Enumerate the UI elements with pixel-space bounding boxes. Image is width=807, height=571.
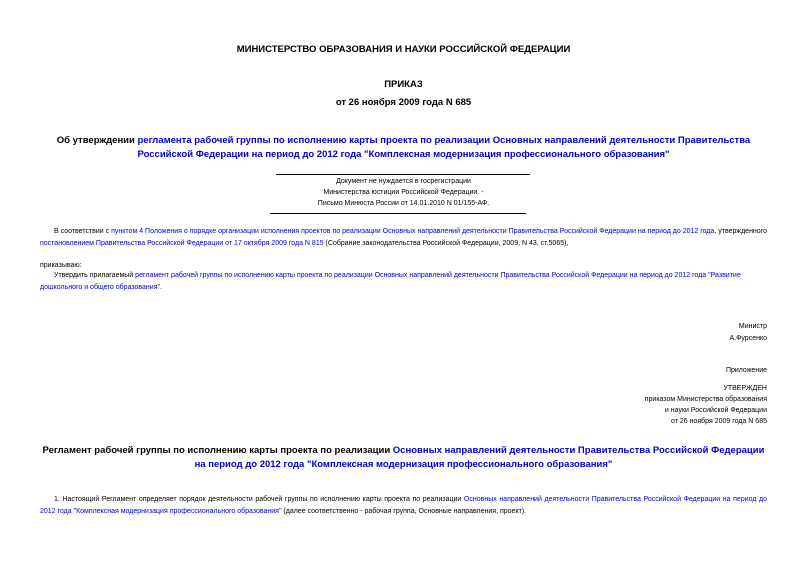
- positioning-clause-link[interactable]: пунктом 4 Положения о порядке организации исполнения проектов по реализации Основных направлений деятельности Правительства Российской Федерации на период до 2012 года: [111, 228, 715, 235]
- main-directions-link[interactable]: Основных направлений деятельности Правительства Российской Федерации на период до 2012 года "Комплексная модернизация профессионального образования": [194, 445, 765, 470]
- registration-note-line-3: Письмо Минюста России от 14.01.2010 N 01/155-АФ.: [317, 200, 490, 207]
- approved-line-1: приказом Министерства образования: [644, 396, 767, 403]
- divider-top: [276, 174, 530, 175]
- approved-line-2: и науки Российской Федерации: [664, 407, 767, 414]
- clause-1-main-directions-link[interactable]: Основных направлений деятельности Правительства Российской Федерации на период до 2012 года "Комплексная модернизация профессионального образования": [40, 496, 767, 515]
- regulation-link[interactable]: регламента рабочей группы по исполнению карты проекта по реализации Основных направлений деятельности Правительства Российской Федерации на период до 2012 года "Комплексная модернизация профессионального образования": [137, 135, 751, 160]
- order-paragraph: Утвердить прилагаемый регламент рабочей группы по исполнению карты проекта по реализации Основных направлений деятельности Правительства Российской Федерации на период до 2012 года "Развитие дошкольного и общего образования".: [40, 272, 741, 291]
- order-title-prefix: Об утверждении: [56, 135, 138, 146]
- registration-note-line-1: Документ не нуждается в госрегистрации: [336, 178, 471, 185]
- ministry-heading: МИНИСТЕРСТВО ОБРАЗОВАНИЯ И НАУКИ РОССИЙСКОЙ ФЕДЕРАЦИИ: [236, 44, 571, 55]
- appendix-label: Приложение: [725, 367, 767, 374]
- regulation-title: Регламент рабочей группы по исполнению карты проекта по реализации Основных направлений деятельности Правительства Российской Федерации на период до 2012 года "Комплексная модернизация профессионального образования": [42, 445, 765, 470]
- government-decree-link[interactable]: постановлением Правительства Российской Федерации от 17 октября 2009 года N 815: [40, 240, 324, 247]
- preschool-regulation-link[interactable]: регламент рабочей группы по исполнению карты проекта по реализации Основных направлений деятельности Правительства Российской Федерации на период до 2012 года "Развитие дошкольного и общего образования": [40, 272, 741, 291]
- registration-note-line-2: Министерства юстиции Российской Федерации. -: [323, 189, 484, 196]
- preamble-paragraph: В соответствии с пунктом 4 Положения о порядке организации исполнения проектов по реализации Основных направлений деятельности Правительства Российской Федерации на период до 2012 года, утвержденного постановлением Правительства Российской Федерации от 17 октября 2009 года N 815 (Собрание законодательства Российской Федерации, 2009, N 43, ст.5065),: [40, 228, 767, 247]
- approved-line-3: от 26 ноября 2009 года N 685: [671, 418, 767, 425]
- document-type: ПРИКАЗ: [384, 79, 423, 90]
- document-date: от 26 ноября 2009 года N 685: [335, 97, 472, 108]
- signature-name: А.Фурсенко: [729, 335, 767, 342]
- approved-label: УТВЕРЖДЕН: [723, 385, 767, 392]
- divider-bottom: [270, 213, 526, 214]
- order-label: приказываю:: [40, 262, 82, 269]
- clause-1-paragraph: 1. Настоящий Регламент определяет порядок деятельности рабочей группы по исполнению карты проекта по реализации Основных направлений деятельности Правительства Российской Федерации на период до 2012 года "Комплексная модернизация профессионального образования" (далее соответственно - рабочая группа, Основные направления, проект).: [40, 496, 767, 515]
- signature-position: Министр: [738, 323, 767, 330]
- order-title: [40, 134, 767, 162]
